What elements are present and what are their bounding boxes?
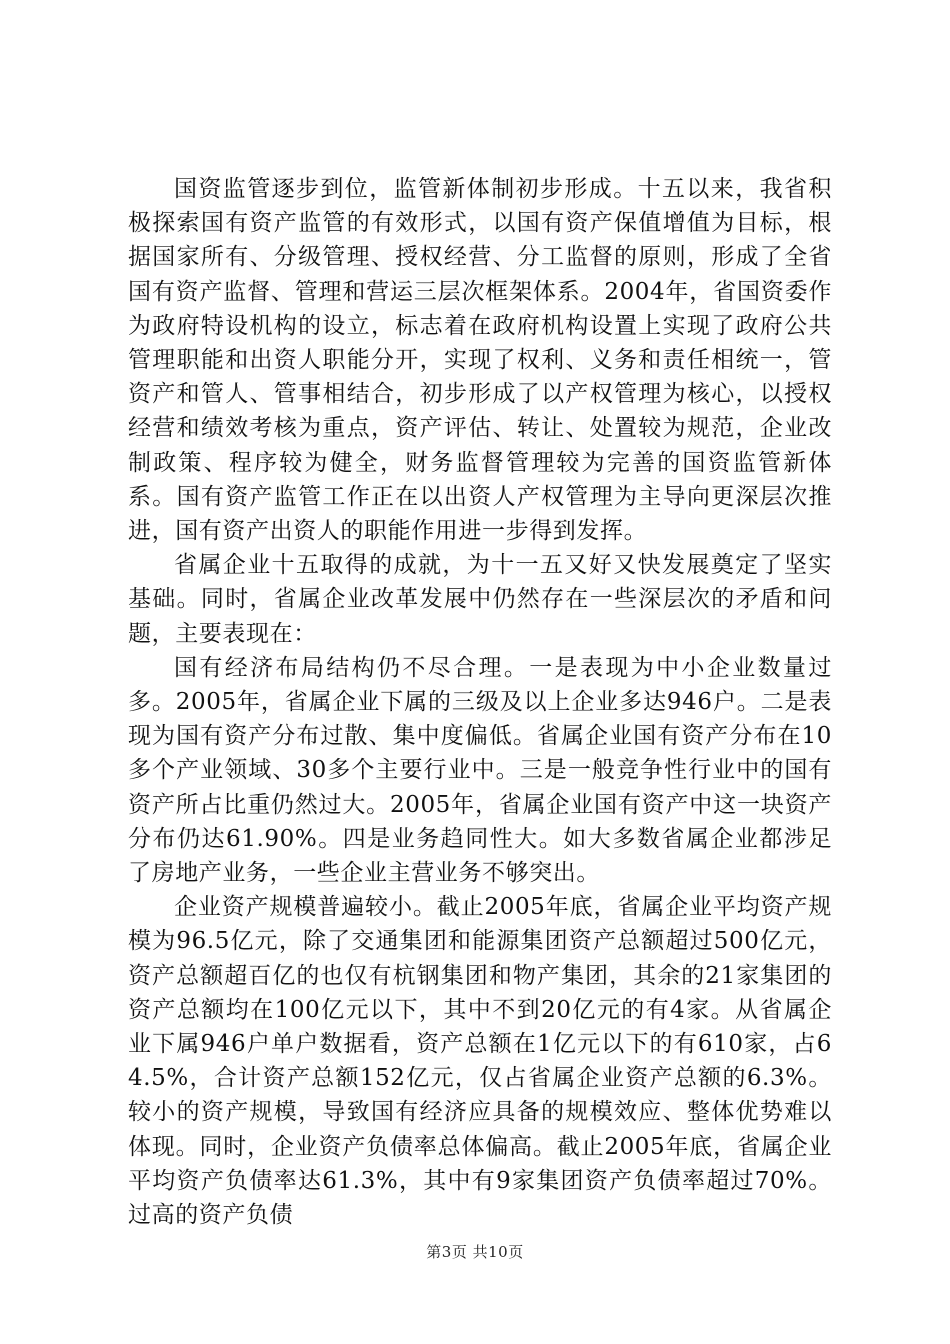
paragraph-asset-scale: 企业资产规模普遍较小。截止2005年底，省属企业平均资产规模为96.5亿元，除了交通集团和能源集团资产总额超过500亿元，资产总额超百亿的也仅有杭钢集团和物产集团，其余的21家集团的资产总额均在100亿元以下，其中不到20亿元的有4家。从省属企业下属946户单户数据看，资产总额在1亿元以下的有610家，占64.5%，合计资产总额152亿元，仅占省属企业资产总额的6.3%。较小的资产规模，导致国有经济应具备的规模效应、整体优势难以体现。同时，企业资产负债率总体偏高。截止2005年底，省属企业平均资产负债率达61.3%，其中有9家集团资产负债率超过70%。过高的资产负债 <box>128 894 832 1229</box>
paragraph-state-asset-supervision: 国资监管逐步到位，监管新体制初步形成。十五以来，我省积极探索国有资产监管的有效形式，以国有资产保值增值为目标，根据国家所有、分级管理、授权经营、分工监督的原则，形成了全省国有资产监督、管理和营运三层次框架体系。2004年，省国资委作为政府特设机构的设立，标志着在政府机构设置上实现了政府公共管理职能和出资人职能分开，实现了权利、义务和责任相统一，管资产和管人、管事相结合，初步形成了以产权管理为核心，以授权经营和绩效考核为重点，资产评估、转让、处置较为规范，企业改制政策、程序较为健全，财务监督管理较为完善的国资监管新体系。国有资产监管工作正在以出资人产权管理为主导向更深层次推进，国有资产出资人的职能作用进一步得到发挥。 <box>128 176 832 545</box>
document-body <box>128 172 832 1232</box>
paragraph-layout-structure: 国有经济布局结构仍不尽合理。一是表现为中小企业数量过多。2005年，省属企业下属的三级及以上企业多达946户。二是表现为国有资产分布过散、集中度偏低。省属企业国有资产分布在10多个产业领域、30多个主要行业中。三是一般竞争性行业中的国有资产所占比重仍然过大。2005年，省属企业国有资产中这一块资产分布仍达61.90%。四是业务趋同性大。如大多数省属企业都涉足了房地产业务，一些企业主营业务不够突出。 <box>128 654 832 887</box>
paragraph-foundation-and-problems: 省属企业十五取得的成就，为十一五又好又快发展奠定了坚实基础。同时，省属企业改革发展中仍然存在一些深层次的矛盾和问题，主要表现在： <box>128 552 832 647</box>
page-number-footer: 第3页 共10页 <box>426 1243 524 1261</box>
